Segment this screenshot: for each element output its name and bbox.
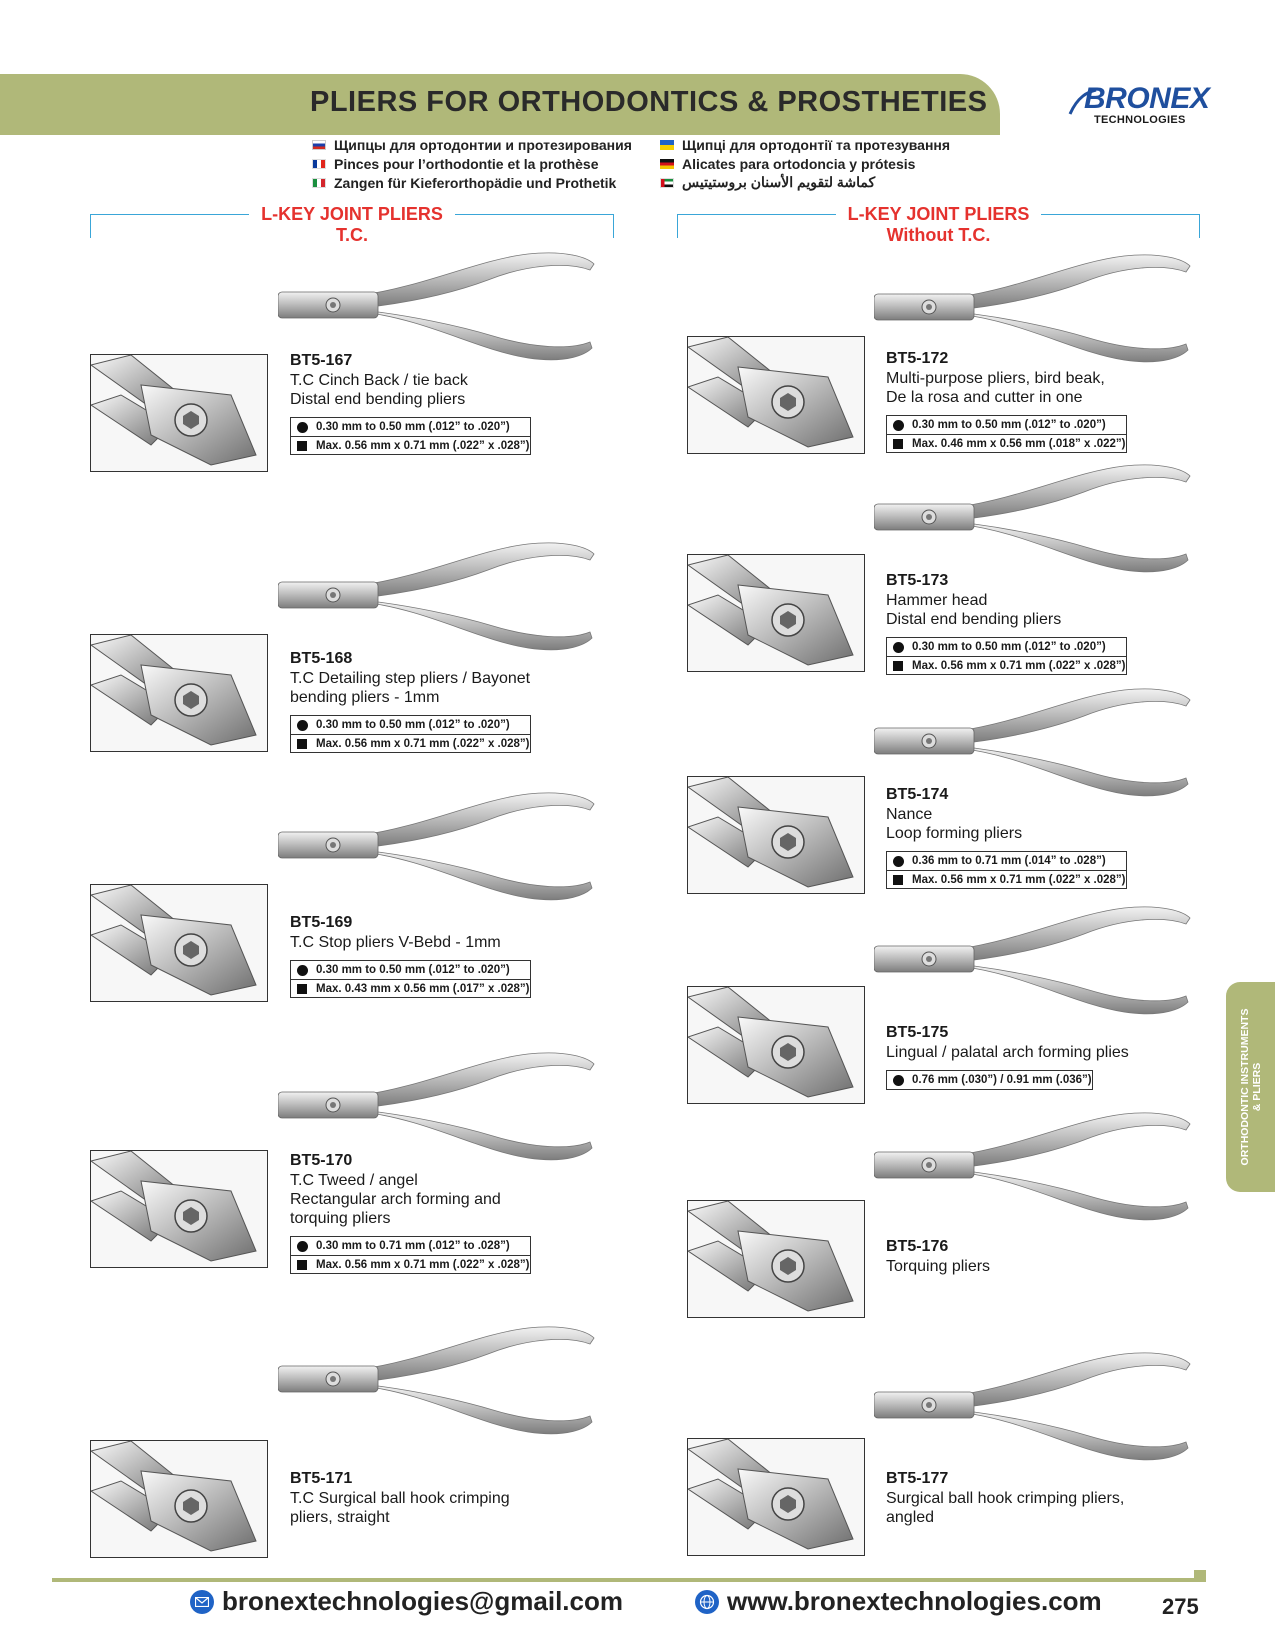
- plier-image: [278, 1324, 598, 1449]
- product-description: [290, 669, 530, 707]
- description-line: T.C Cinch Back / tie back: [290, 372, 468, 389]
- translations-left: [312, 135, 632, 192]
- spec-text: 0.30 mm to 0.71 mm (.012” to .028”): [316, 1240, 510, 1252]
- description-line: Distal end bending pliers: [886, 611, 1062, 628]
- section-header-without-tc: [677, 204, 1200, 246]
- spec-row: [291, 961, 530, 979]
- plier-image: [874, 904, 1194, 1029]
- description-line: Nance: [886, 806, 933, 823]
- product-description: [886, 1257, 990, 1276]
- rectangular-wire-icon: [297, 441, 307, 451]
- product-description: [290, 1489, 510, 1527]
- logo-name: BRONEX: [1084, 82, 1210, 115]
- round-wire-icon: [893, 856, 904, 867]
- product-description: [290, 933, 501, 952]
- spec-text: Max. 0.56 mm x 0.71 mm (.022” x .028”): [912, 659, 1126, 672]
- description-line: T.C Tweed / angel: [290, 1172, 418, 1189]
- side-tab-label: ORTHODONTIC INSTRUMENTS & PLIERS: [1239, 1008, 1263, 1166]
- spec-row: [887, 852, 1126, 870]
- spec-row: [887, 1071, 1092, 1089]
- description-line: bending pliers - 1mm: [290, 689, 440, 706]
- spec-row: [887, 656, 1126, 674]
- round-wire-icon: [297, 422, 308, 433]
- plier-closeup-image: [687, 1438, 865, 1556]
- uae-flag-icon: [660, 178, 674, 188]
- product-code: BT5-176: [886, 1238, 949, 1255]
- spec-text: 0.30 mm to 0.50 mm (.012” to .020”): [912, 419, 1106, 431]
- footer-square: [1194, 1570, 1206, 1582]
- round-wire-icon: [297, 965, 308, 976]
- translation-es: Alicates para ortodoncia y prótesis: [660, 154, 950, 173]
- description-line: Torquing pliers: [886, 1258, 991, 1275]
- spec-table: [290, 715, 531, 753]
- spec-table: [886, 851, 1127, 889]
- spec-text: Max. 0.56 mm x 0.71 mm (.022” x .028”): [316, 439, 530, 452]
- plier-image: [874, 1110, 1194, 1235]
- email-text[interactable]: bronextechnologies@gmail.com: [222, 1586, 623, 1616]
- product-description: [886, 369, 1105, 407]
- spec-table: [886, 1070, 1093, 1090]
- page-number: 275: [1162, 1594, 1199, 1619]
- spec-row: [291, 436, 530, 454]
- section-subtitle: Without T.C.: [886, 225, 991, 245]
- product-code: BT5-177: [886, 1470, 949, 1487]
- description-line: T.C Surgical ball hook crimping: [290, 1490, 510, 1507]
- spec-text: Max. 0.46 mm x 0.56 mm (.018” x .022”): [912, 437, 1126, 450]
- spec-text: Max. 0.56 mm x 0.71 mm (.022” x .028”): [316, 1258, 530, 1271]
- product-description: [886, 591, 1061, 629]
- spec-table: [290, 417, 531, 455]
- logo-subtitle: TECHNOLOGIES: [1094, 114, 1186, 126]
- translation-ua: Щипці для ортодонтії та протезування: [660, 135, 950, 154]
- description-line: Hammer head: [886, 592, 988, 609]
- germany-flag-icon: [660, 159, 674, 169]
- round-wire-icon: [893, 642, 904, 653]
- plier-closeup-image: [90, 1440, 268, 1558]
- spec-row: [291, 734, 530, 752]
- plier-closeup-image: [687, 336, 865, 454]
- footer-email[interactable]: [190, 1586, 623, 1617]
- description-line: Lingual / palatal arch forming plies: [886, 1044, 1129, 1061]
- brand-logo: [1068, 82, 1208, 132]
- ukraine-flag-icon: [660, 140, 674, 150]
- description-line: Distal end bending pliers: [290, 391, 466, 408]
- footer-website[interactable]: [695, 1586, 1102, 1617]
- translation-ru: Щипцы для ортодонтии и протезирования: [312, 135, 632, 154]
- spec-text: 0.30 mm to 0.50 mm (.012” to .020”): [316, 421, 510, 433]
- translation-fr: Pinces pour l’orthodontie et la prothèse: [312, 154, 632, 173]
- product-code: BT5-172: [886, 350, 949, 367]
- description-line: torquing pliers: [290, 1210, 391, 1227]
- plier-closeup-image: [687, 776, 865, 894]
- rectangular-wire-icon: [893, 439, 903, 449]
- section-title: L-KEY JOINT PLIERS: [249, 204, 455, 225]
- description-line: T.C Detailing step pliers / Bayonet: [290, 670, 531, 687]
- spec-row: [887, 416, 1126, 434]
- plier-closeup-image: [90, 634, 268, 752]
- globe-icon: [695, 1590, 719, 1614]
- plier-image: [278, 790, 598, 915]
- france-flag-icon: [312, 159, 326, 169]
- rectangular-wire-icon: [297, 1260, 307, 1270]
- product-code: BT5-171: [290, 1470, 353, 1487]
- description-line: angled: [886, 1509, 935, 1526]
- plier-closeup-image: [90, 354, 268, 472]
- spec-row: [291, 418, 530, 436]
- spec-text: 0.30 mm to 0.50 mm (.012” to .020”): [316, 964, 510, 976]
- rectangular-wire-icon: [297, 739, 307, 749]
- product-code: BT5-175: [886, 1024, 949, 1041]
- spec-text: 0.36 mm to 0.71 mm (.014” to .028”): [912, 855, 1106, 867]
- section-title: L-KEY JOINT PLIERS: [836, 204, 1042, 225]
- spec-text: Max. 0.43 mm x 0.56 mm (.017” x .028”): [316, 982, 530, 995]
- product-code: BT5-167: [290, 352, 353, 369]
- translation-it: Zangen für Kieferorthopädie und Prothetik: [312, 173, 632, 192]
- spec-table: [886, 415, 1127, 453]
- spec-row: [291, 1237, 530, 1255]
- plier-image: [874, 462, 1194, 587]
- footer-divider: [52, 1578, 1206, 1582]
- product-code: BT5-170: [290, 1152, 353, 1169]
- description-line: Surgical ball hook crimping pliers,: [886, 1490, 1125, 1507]
- plier-closeup-image: [90, 884, 268, 1002]
- description-line: Multi-purpose pliers, bird beak,: [886, 370, 1105, 387]
- plier-closeup-image: [90, 1150, 268, 1268]
- rectangular-wire-icon: [297, 984, 307, 994]
- page-title: PLIERS FOR ORTHODONTICS & PROSTHETIES: [310, 86, 988, 118]
- product-code: BT5-174: [886, 786, 949, 803]
- product-code: BT5-173: [886, 572, 949, 589]
- product-description: [290, 1171, 501, 1228]
- product-description: [886, 1489, 1124, 1527]
- italy-flag-icon: [312, 178, 326, 188]
- rectangular-wire-icon: [893, 661, 903, 671]
- spec-text: 0.76 mm (.030”) / 0.91 mm (.036”): [912, 1074, 1092, 1086]
- spec-text: 0.30 mm to 0.50 mm (.012” to .020”): [316, 719, 510, 731]
- plier-closeup-image: [687, 1200, 865, 1318]
- round-wire-icon: [893, 420, 904, 431]
- product-description: [886, 1043, 1129, 1062]
- spec-row: [887, 434, 1126, 452]
- translations-right: [660, 135, 950, 192]
- plier-image: [874, 1350, 1194, 1475]
- email-icon: [190, 1590, 214, 1614]
- round-wire-icon: [297, 1241, 308, 1252]
- spec-table: [290, 960, 531, 998]
- spec-table: [886, 637, 1127, 675]
- description-line: Loop forming pliers: [886, 825, 1023, 842]
- plier-closeup-image: [687, 554, 865, 672]
- product-description: [290, 371, 468, 409]
- round-wire-icon: [297, 720, 308, 731]
- section-subtitle: T.C.: [335, 225, 368, 245]
- product-code: BT5-168: [290, 650, 353, 667]
- spec-text: Max. 0.56 mm x 0.71 mm (.022” x .028”): [912, 873, 1126, 886]
- spec-row: [291, 1255, 530, 1273]
- spec-row: [291, 716, 530, 734]
- round-wire-icon: [893, 1075, 904, 1086]
- description-line: Rectangular arch forming and: [290, 1191, 501, 1208]
- section-header-tc: [90, 204, 614, 246]
- spec-row: [887, 638, 1126, 656]
- spec-table: [290, 1236, 531, 1274]
- product-description: [886, 805, 1022, 843]
- description-line: T.C Stop pliers V-Bebd - 1mm: [290, 934, 501, 951]
- plier-image: [278, 540, 598, 665]
- website-text[interactable]: www.bronextechnologies.com: [727, 1586, 1102, 1616]
- description-line: De la rosa and cutter in one: [886, 389, 1083, 406]
- rectangular-wire-icon: [893, 875, 903, 885]
- spec-row: [887, 870, 1126, 888]
- plier-closeup-image: [687, 986, 865, 1104]
- spec-row: [291, 979, 530, 997]
- spec-text: 0.30 mm to 0.50 mm (.012” to .020”): [912, 641, 1106, 653]
- description-line: pliers, straight: [290, 1509, 390, 1526]
- translation-ar: كماشة لتقويم الأسنان بروستيتيس: [660, 173, 950, 192]
- spec-text: Max. 0.56 mm x 0.71 mm (.022” x .028”): [316, 737, 530, 750]
- russia-flag-icon: [312, 140, 326, 150]
- product-code: BT5-169: [290, 914, 353, 931]
